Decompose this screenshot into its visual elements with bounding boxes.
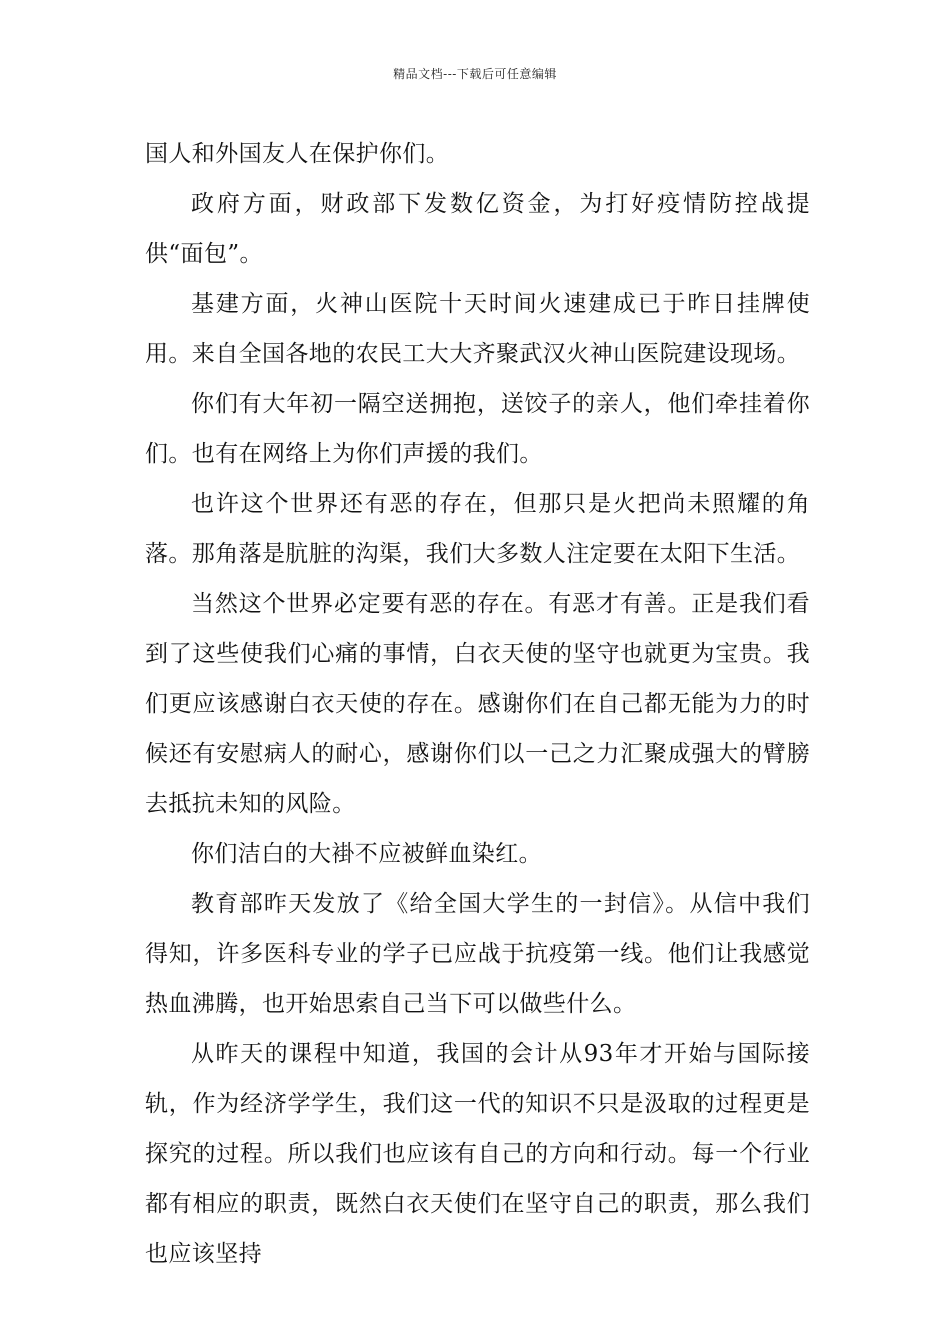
paragraph: 政府方面，财政部下发数亿资金，为打好疫情防控战提供“面包”。	[145, 191, 810, 267]
paragraph-continuation: 国人和外国友人在保护你们。	[145, 141, 450, 167]
paragraph: 你们洁白的大褂不应被鲜血染红。	[191, 841, 542, 867]
paragraph: 基建方面，火神山医院十天时间火速建成已于昨日挂牌使用。来自全国各地的农民工大大齐聚武汉火神山医院建设现场。	[145, 291, 810, 367]
paragraph: 教育部昨天发放了《给全国大学生的一封信》。从信中我们得知，许多医科专业的学子已应战于抗疫第一线。他们让我感觉热血沸腾，也开始思索自己当下可以做些什么。	[145, 891, 810, 1017]
page-header: 精品文档---下载后可任意编辑	[393, 67, 557, 81]
paragraph: 你们有大年初一隔空送拥抱，送饺子的亲人，他们牵挂着你们。也有在网络上为你们声援的我们。	[145, 391, 810, 467]
document-body	[145, 129, 810, 1279]
paragraph: 当然这个世界必定要有恶的存在。有恶才有善。正是我们看到了这些使我们心痛的事情，白衣天使的坚守也就更为宝贵。我们更应该感谢白衣天使的存在。感谢你们在自己都无能为力的时候还有安慰病人的耐心，感谢你们以一己之力汇聚成强大的臂膀去抵抗未知的风险。	[145, 591, 810, 817]
paragraph: 从昨天的课程中知道，我国的会计从93年才开始与国际接轨，作为经济学学生，我们这一代的知识不只是汲取的过程更是探究的过程。所以我们也应该有自己的方向和行动。每一个行业都有相应的职责，既然白衣天使们在坚守自己的职责，那么我们也应该坚持	[145, 1041, 810, 1267]
paragraph: 也许这个世界还有恶的存在，但那只是火把尚未照耀的角落。那角落是肮脏的沟渠，我们大多数人注定要在太阳下生活。	[145, 491, 810, 567]
